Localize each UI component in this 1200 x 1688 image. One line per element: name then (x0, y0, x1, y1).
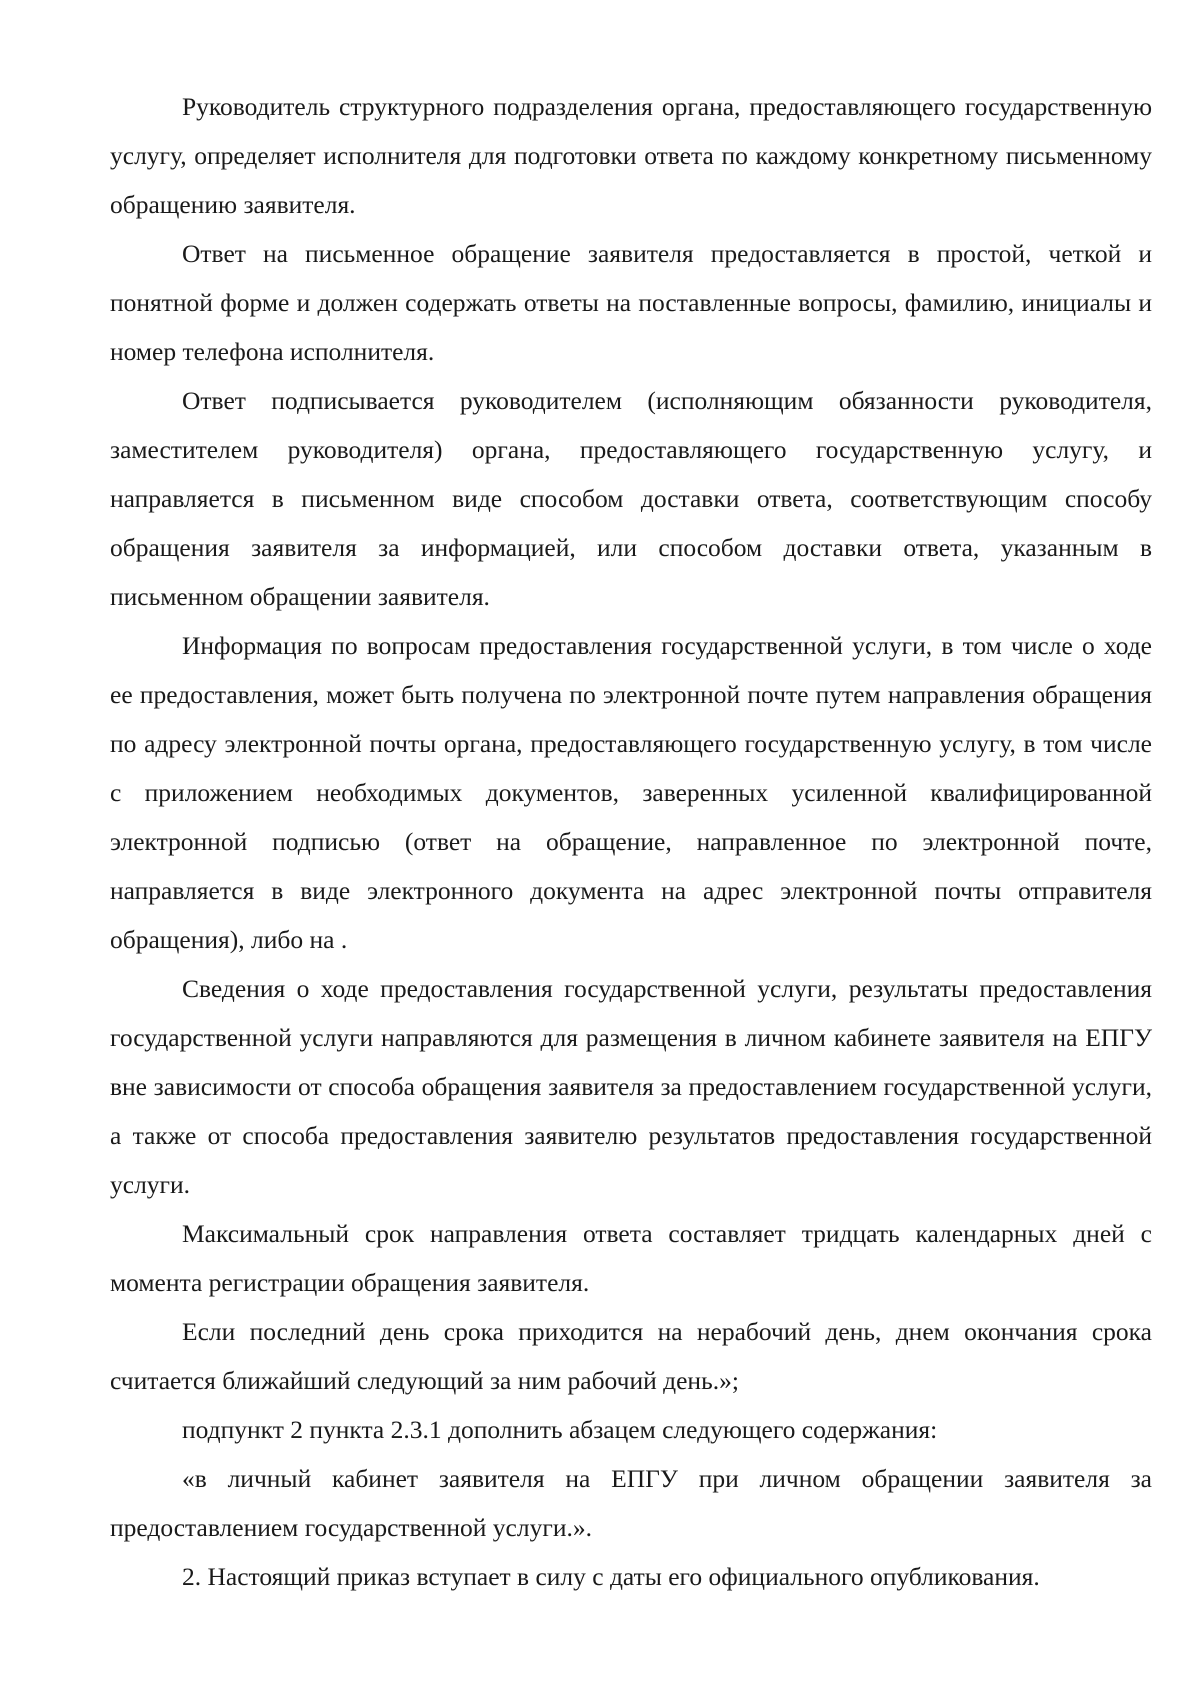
paragraph-1: Руководитель структурного подразделения органа, предоставляющего государственную услугу, определяет исполнителя для подготовки ответа по каждому конкретному письменному обращению заявителя. (110, 92, 1152, 219)
paragraph-10: 2. Настоящий приказ вступает в силу с даты его официального опубликования. (182, 1562, 1040, 1591)
paragraph-4: Информация по вопросам предоставления государственной услуги, в том числе о ходе ее предоставления, может быть получена по электронной почте путем направления обращения по адресу электронной почты органа, предоставляющего государственную услугу, в том числе с приложением необходимых документов, заверенных усиленной квалифицированной электронной подписью (ответ на обращение, направленное по электронной почте, направляется в виде электронного документа на адрес электронной почты отправителя обращения), либо на . (110, 631, 1152, 954)
paragraph-2: Ответ на письменное обращение заявителя предоставляется в простой, четкой и понятной форме и должен содержать ответы на поставленные вопросы, фамилию, инициалы и номер телефона исполнителя. (110, 239, 1152, 366)
paragraph-5: Сведения о ходе предоставления государственной услуги, результаты предоставления государственной услуги направляются для размещения в личном кабинете заявителя на ЕПГУ вне зависимости от способа обращения заявителя за предоставлением государственной услуги, а также от способа предоставления заявителю результатов предоставления государственной услуги. (110, 974, 1152, 1199)
document-body (110, 82, 1152, 1601)
paragraph-6: Максимальный срок направления ответа составляет тридцать календарных дней с момента регистрации обращения заявителя. (110, 1219, 1152, 1297)
paragraph-3: Ответ подписывается руководителем (исполняющим обязанности руководителя, заместителем руководителя) органа, предоставляющего государственную услугу, и направляется в письменном виде способом доставки ответа, соответствующим способу обращения заявителя за информацией, или способом доставки ответа, указанным в письменном обращении заявителя. (110, 386, 1152, 611)
paragraph-9: «в личный кабинет заявителя на ЕПГУ при личном обращении заявителя за предоставлением государственной услуги.». (110, 1464, 1152, 1542)
paragraph-7: Если последний день срока приходится на нерабочий день, днем окончания срока считается ближайший следующий за ним рабочий день.»; (110, 1317, 1152, 1395)
paragraph-8: подпункт 2 пункта 2.3.1 дополнить абзацем следующего содержания: (182, 1415, 938, 1444)
